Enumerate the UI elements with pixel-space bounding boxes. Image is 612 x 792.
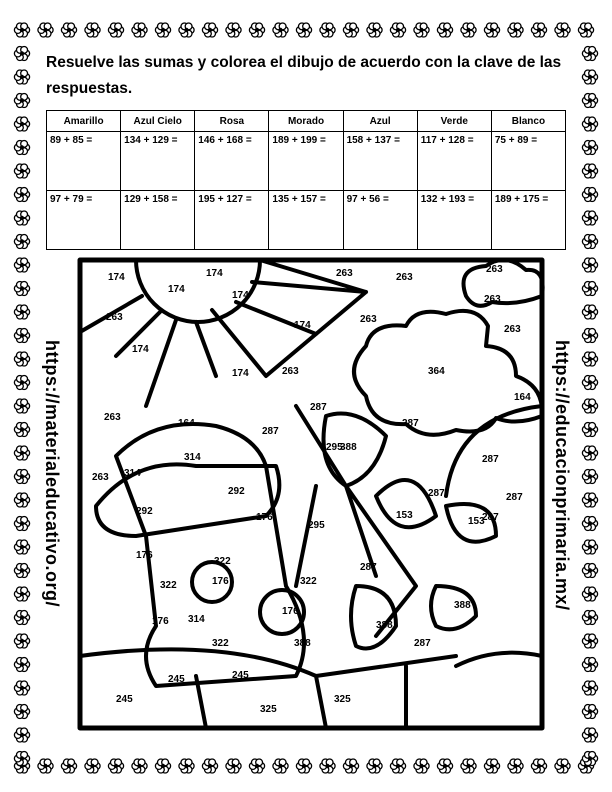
flower-icon bbox=[582, 211, 597, 225]
flower-icon bbox=[531, 759, 546, 773]
region-number: 263 bbox=[484, 294, 501, 305]
flower-icon bbox=[582, 70, 597, 84]
flower-icon bbox=[555, 23, 570, 37]
region-number: 263 bbox=[104, 412, 121, 423]
region-number: 174 bbox=[232, 368, 249, 379]
region-number: 263 bbox=[486, 264, 503, 275]
color-key-header-row bbox=[47, 111, 566, 132]
flower-icon bbox=[582, 516, 597, 530]
flower-icon bbox=[461, 759, 476, 773]
sum-row-2 bbox=[47, 191, 566, 250]
flower-icon bbox=[14, 211, 29, 225]
flower-icon bbox=[582, 187, 597, 201]
sum-cell[interactable]: 132 + 193 = bbox=[417, 191, 491, 250]
flower-icon bbox=[390, 759, 405, 773]
sum-cell[interactable]: 75 + 89 = bbox=[491, 132, 565, 191]
flower-icon bbox=[14, 187, 29, 201]
region-number: 388 bbox=[376, 620, 393, 631]
region-number: 325 bbox=[334, 694, 351, 705]
flower-icon bbox=[61, 759, 76, 773]
instructions-text: Resuelve las sumas y colorea el dibujo de acuerdo con la clave de las respuestas. bbox=[46, 54, 562, 97]
flower-icon bbox=[14, 563, 29, 577]
flower-icon bbox=[14, 375, 29, 389]
coloring-picture bbox=[76, 256, 546, 732]
sum-cell[interactable]: 89 + 85 = bbox=[47, 132, 121, 191]
region-number: 287 bbox=[414, 638, 431, 649]
sum-cell[interactable]: 97 + 56 = bbox=[343, 191, 417, 250]
flower-icon bbox=[38, 759, 53, 773]
flower-icon bbox=[531, 23, 546, 37]
flower-icon bbox=[14, 469, 29, 483]
flower-icon bbox=[414, 759, 429, 773]
header-verde: Verde bbox=[417, 111, 491, 132]
region-number: 176 bbox=[136, 550, 153, 561]
region-number: 164 bbox=[514, 392, 531, 403]
region-number: 322 bbox=[212, 638, 229, 649]
flower-icon bbox=[582, 258, 597, 272]
flower-icon bbox=[582, 493, 597, 507]
flower-icon bbox=[296, 23, 311, 37]
region-number: 287 bbox=[360, 562, 377, 573]
flower-icon bbox=[273, 23, 288, 37]
flower-icon bbox=[273, 759, 288, 773]
sum-cell[interactable]: 146 + 168 = bbox=[195, 132, 269, 191]
sum-cell[interactable]: 134 + 129 = bbox=[121, 132, 195, 191]
flower-icon bbox=[14, 704, 29, 718]
flower-icon bbox=[249, 759, 264, 773]
flower-icon bbox=[582, 728, 597, 742]
region-number: 314 bbox=[184, 452, 201, 463]
flower-icon bbox=[14, 328, 29, 342]
flower-icon bbox=[582, 610, 597, 624]
flower-icon bbox=[14, 281, 29, 295]
flower-icon bbox=[14, 681, 29, 695]
flower-icon bbox=[582, 164, 597, 178]
flower-icon bbox=[14, 70, 29, 84]
region-number: 245 bbox=[168, 674, 185, 685]
sum-cell[interactable]: 158 + 137 = bbox=[343, 132, 417, 191]
flower-icon bbox=[14, 23, 29, 37]
flower-icon bbox=[582, 587, 597, 601]
watermark-left: https://materialeducativo.org/ bbox=[42, 340, 62, 608]
flower-icon bbox=[582, 469, 597, 483]
region-number: 263 bbox=[92, 472, 109, 483]
sum-cell[interactable]: 135 + 157 = bbox=[269, 191, 343, 250]
ground-lines bbox=[80, 649, 456, 728]
flower-icon bbox=[582, 563, 597, 577]
header-blanco: Blanco bbox=[491, 111, 565, 132]
flower-icon bbox=[179, 759, 194, 773]
flower-icon bbox=[14, 140, 29, 154]
region-number: 176 bbox=[152, 616, 169, 627]
sum-cell[interactable]: 195 + 127 = bbox=[195, 191, 269, 250]
flower-icon bbox=[296, 759, 311, 773]
flower-icon bbox=[249, 23, 264, 37]
region-number: 364 bbox=[428, 366, 445, 377]
flower-icon bbox=[226, 23, 241, 37]
region-number: 287 bbox=[428, 488, 445, 499]
flower-icon bbox=[582, 281, 597, 295]
flower-icon bbox=[578, 23, 593, 37]
flower-icon bbox=[85, 759, 100, 773]
flower-icon bbox=[14, 234, 29, 248]
bush-shape bbox=[464, 260, 543, 306]
picture-outlines bbox=[80, 260, 543, 728]
flower-icon bbox=[508, 759, 523, 773]
region-number: 176 bbox=[256, 512, 273, 523]
flower-icon bbox=[14, 610, 29, 624]
flower-icon bbox=[14, 751, 29, 765]
region-number: 153 bbox=[468, 516, 485, 527]
flower-icon bbox=[14, 258, 29, 272]
flower-icon bbox=[14, 728, 29, 742]
region-number: 287 bbox=[310, 402, 327, 413]
flower-icon bbox=[132, 759, 147, 773]
region-number: 325 bbox=[260, 704, 277, 715]
flower-icon bbox=[38, 23, 53, 37]
region-number: 263 bbox=[106, 312, 123, 323]
flower-icon bbox=[85, 23, 100, 37]
header-azul-cielo: Azul Cielo bbox=[121, 111, 195, 132]
flower-icon bbox=[14, 493, 29, 507]
header-morado: Morado bbox=[269, 111, 343, 132]
sum-row-1 bbox=[47, 132, 566, 191]
flower-icon bbox=[582, 234, 597, 248]
region-number: 287 bbox=[506, 492, 523, 503]
flower-icon bbox=[582, 446, 597, 460]
flower-icon bbox=[484, 759, 499, 773]
region-number: 388 bbox=[340, 442, 357, 453]
region-number: 263 bbox=[360, 314, 377, 325]
flower-icon bbox=[14, 422, 29, 436]
flower-icon bbox=[179, 23, 194, 37]
flower-icon bbox=[14, 352, 29, 366]
region-number: 287 bbox=[482, 512, 499, 523]
flower-icon bbox=[108, 23, 123, 37]
flower-icon bbox=[582, 422, 597, 436]
flower-icon bbox=[14, 540, 29, 554]
flower-icon bbox=[320, 759, 335, 773]
flower-icon bbox=[484, 23, 499, 37]
region-number: 263 bbox=[336, 268, 353, 279]
flower-icon bbox=[202, 759, 217, 773]
flower-icon bbox=[343, 759, 358, 773]
flower-icon bbox=[202, 23, 217, 37]
region-number: 174 bbox=[232, 290, 249, 301]
flower-icon bbox=[582, 634, 597, 648]
sum-cell[interactable]: 189 + 199 = bbox=[269, 132, 343, 191]
flower-icon bbox=[582, 140, 597, 154]
region-number: 314 bbox=[188, 614, 205, 625]
flower-icon bbox=[437, 23, 452, 37]
region-number: 292 bbox=[228, 486, 245, 497]
header-azul: Azul bbox=[343, 111, 417, 132]
flower-icon bbox=[14, 587, 29, 601]
region-number: 287 bbox=[262, 426, 279, 437]
flower-icon bbox=[582, 657, 597, 671]
flower-icon bbox=[582, 93, 597, 107]
region-number: 164 bbox=[178, 418, 195, 429]
region-number: 295 bbox=[308, 520, 325, 531]
flower-icon bbox=[14, 634, 29, 648]
flower-icon bbox=[582, 399, 597, 413]
flower-icon bbox=[14, 305, 29, 319]
flower-icon bbox=[582, 704, 597, 718]
region-number: 176 bbox=[212, 576, 229, 587]
region-number: 176 bbox=[282, 606, 299, 617]
region-number: 174 bbox=[132, 344, 149, 355]
flower-icon bbox=[320, 23, 335, 37]
region-number: 388 bbox=[294, 638, 311, 649]
flower-icon bbox=[14, 657, 29, 671]
region-number: 388 bbox=[454, 600, 471, 611]
region-number: 245 bbox=[116, 694, 133, 705]
flower-icon bbox=[582, 328, 597, 342]
flower-icon bbox=[582, 540, 597, 554]
flower-icon bbox=[414, 23, 429, 37]
flower-icon bbox=[14, 46, 29, 60]
flower-icon bbox=[14, 516, 29, 530]
region-number: 263 bbox=[282, 366, 299, 377]
flower-icon bbox=[61, 23, 76, 37]
flower-icon bbox=[14, 117, 29, 131]
color-key-table bbox=[46, 110, 566, 250]
region-number: 174 bbox=[108, 272, 125, 283]
flower-icon bbox=[155, 23, 170, 37]
header-rosa: Rosa bbox=[195, 111, 269, 132]
flower-icon bbox=[582, 681, 597, 695]
flower-icon bbox=[14, 93, 29, 107]
flower-icon bbox=[582, 305, 597, 319]
region-number: 174 bbox=[168, 284, 185, 295]
sum-cell[interactable]: 129 + 158 = bbox=[121, 191, 195, 250]
region-number: 263 bbox=[504, 324, 521, 335]
flower-icon bbox=[14, 164, 29, 178]
sum-cell[interactable]: 189 + 175 = bbox=[491, 191, 565, 250]
flower-icon bbox=[343, 23, 358, 37]
flower-icon bbox=[367, 23, 382, 37]
flower-icon bbox=[582, 46, 597, 60]
flower-icon bbox=[582, 751, 597, 765]
flower-icon bbox=[226, 759, 241, 773]
region-number: 174 bbox=[206, 268, 223, 279]
region-number: 314 bbox=[124, 468, 141, 479]
region-number: 287 bbox=[482, 454, 499, 465]
flower-icon bbox=[508, 23, 523, 37]
region-number: 263 bbox=[396, 272, 413, 283]
header-amarillo: Amarillo bbox=[47, 111, 121, 132]
flower-icon bbox=[582, 375, 597, 389]
region-number: 322 bbox=[300, 576, 317, 587]
flower-icon bbox=[390, 23, 405, 37]
region-number: 322 bbox=[160, 580, 177, 591]
flower-icon bbox=[14, 399, 29, 413]
flower-icon bbox=[582, 117, 597, 131]
flower-icon bbox=[555, 759, 570, 773]
flower-icon bbox=[367, 759, 382, 773]
region-number: 174 bbox=[294, 320, 311, 331]
flower-icon bbox=[132, 23, 147, 37]
region-number: 287 bbox=[402, 418, 419, 429]
watermark-right: https://educacionprimaria.mx/ bbox=[552, 340, 572, 611]
sum-cell[interactable]: 117 + 128 = bbox=[417, 132, 491, 191]
region-number: 245 bbox=[232, 670, 249, 681]
region-number: 295 bbox=[326, 442, 343, 453]
flower-icon bbox=[437, 759, 452, 773]
flower-icon bbox=[155, 759, 170, 773]
flower-icon bbox=[461, 23, 476, 37]
sum-cell[interactable]: 97 + 79 = bbox=[47, 191, 121, 250]
region-number: 322 bbox=[214, 556, 231, 567]
flower-icon bbox=[582, 352, 597, 366]
region-number: 292 bbox=[136, 506, 153, 517]
region-number: 153 bbox=[396, 510, 413, 521]
flower-icon bbox=[108, 759, 123, 773]
flower-icon bbox=[14, 446, 29, 460]
